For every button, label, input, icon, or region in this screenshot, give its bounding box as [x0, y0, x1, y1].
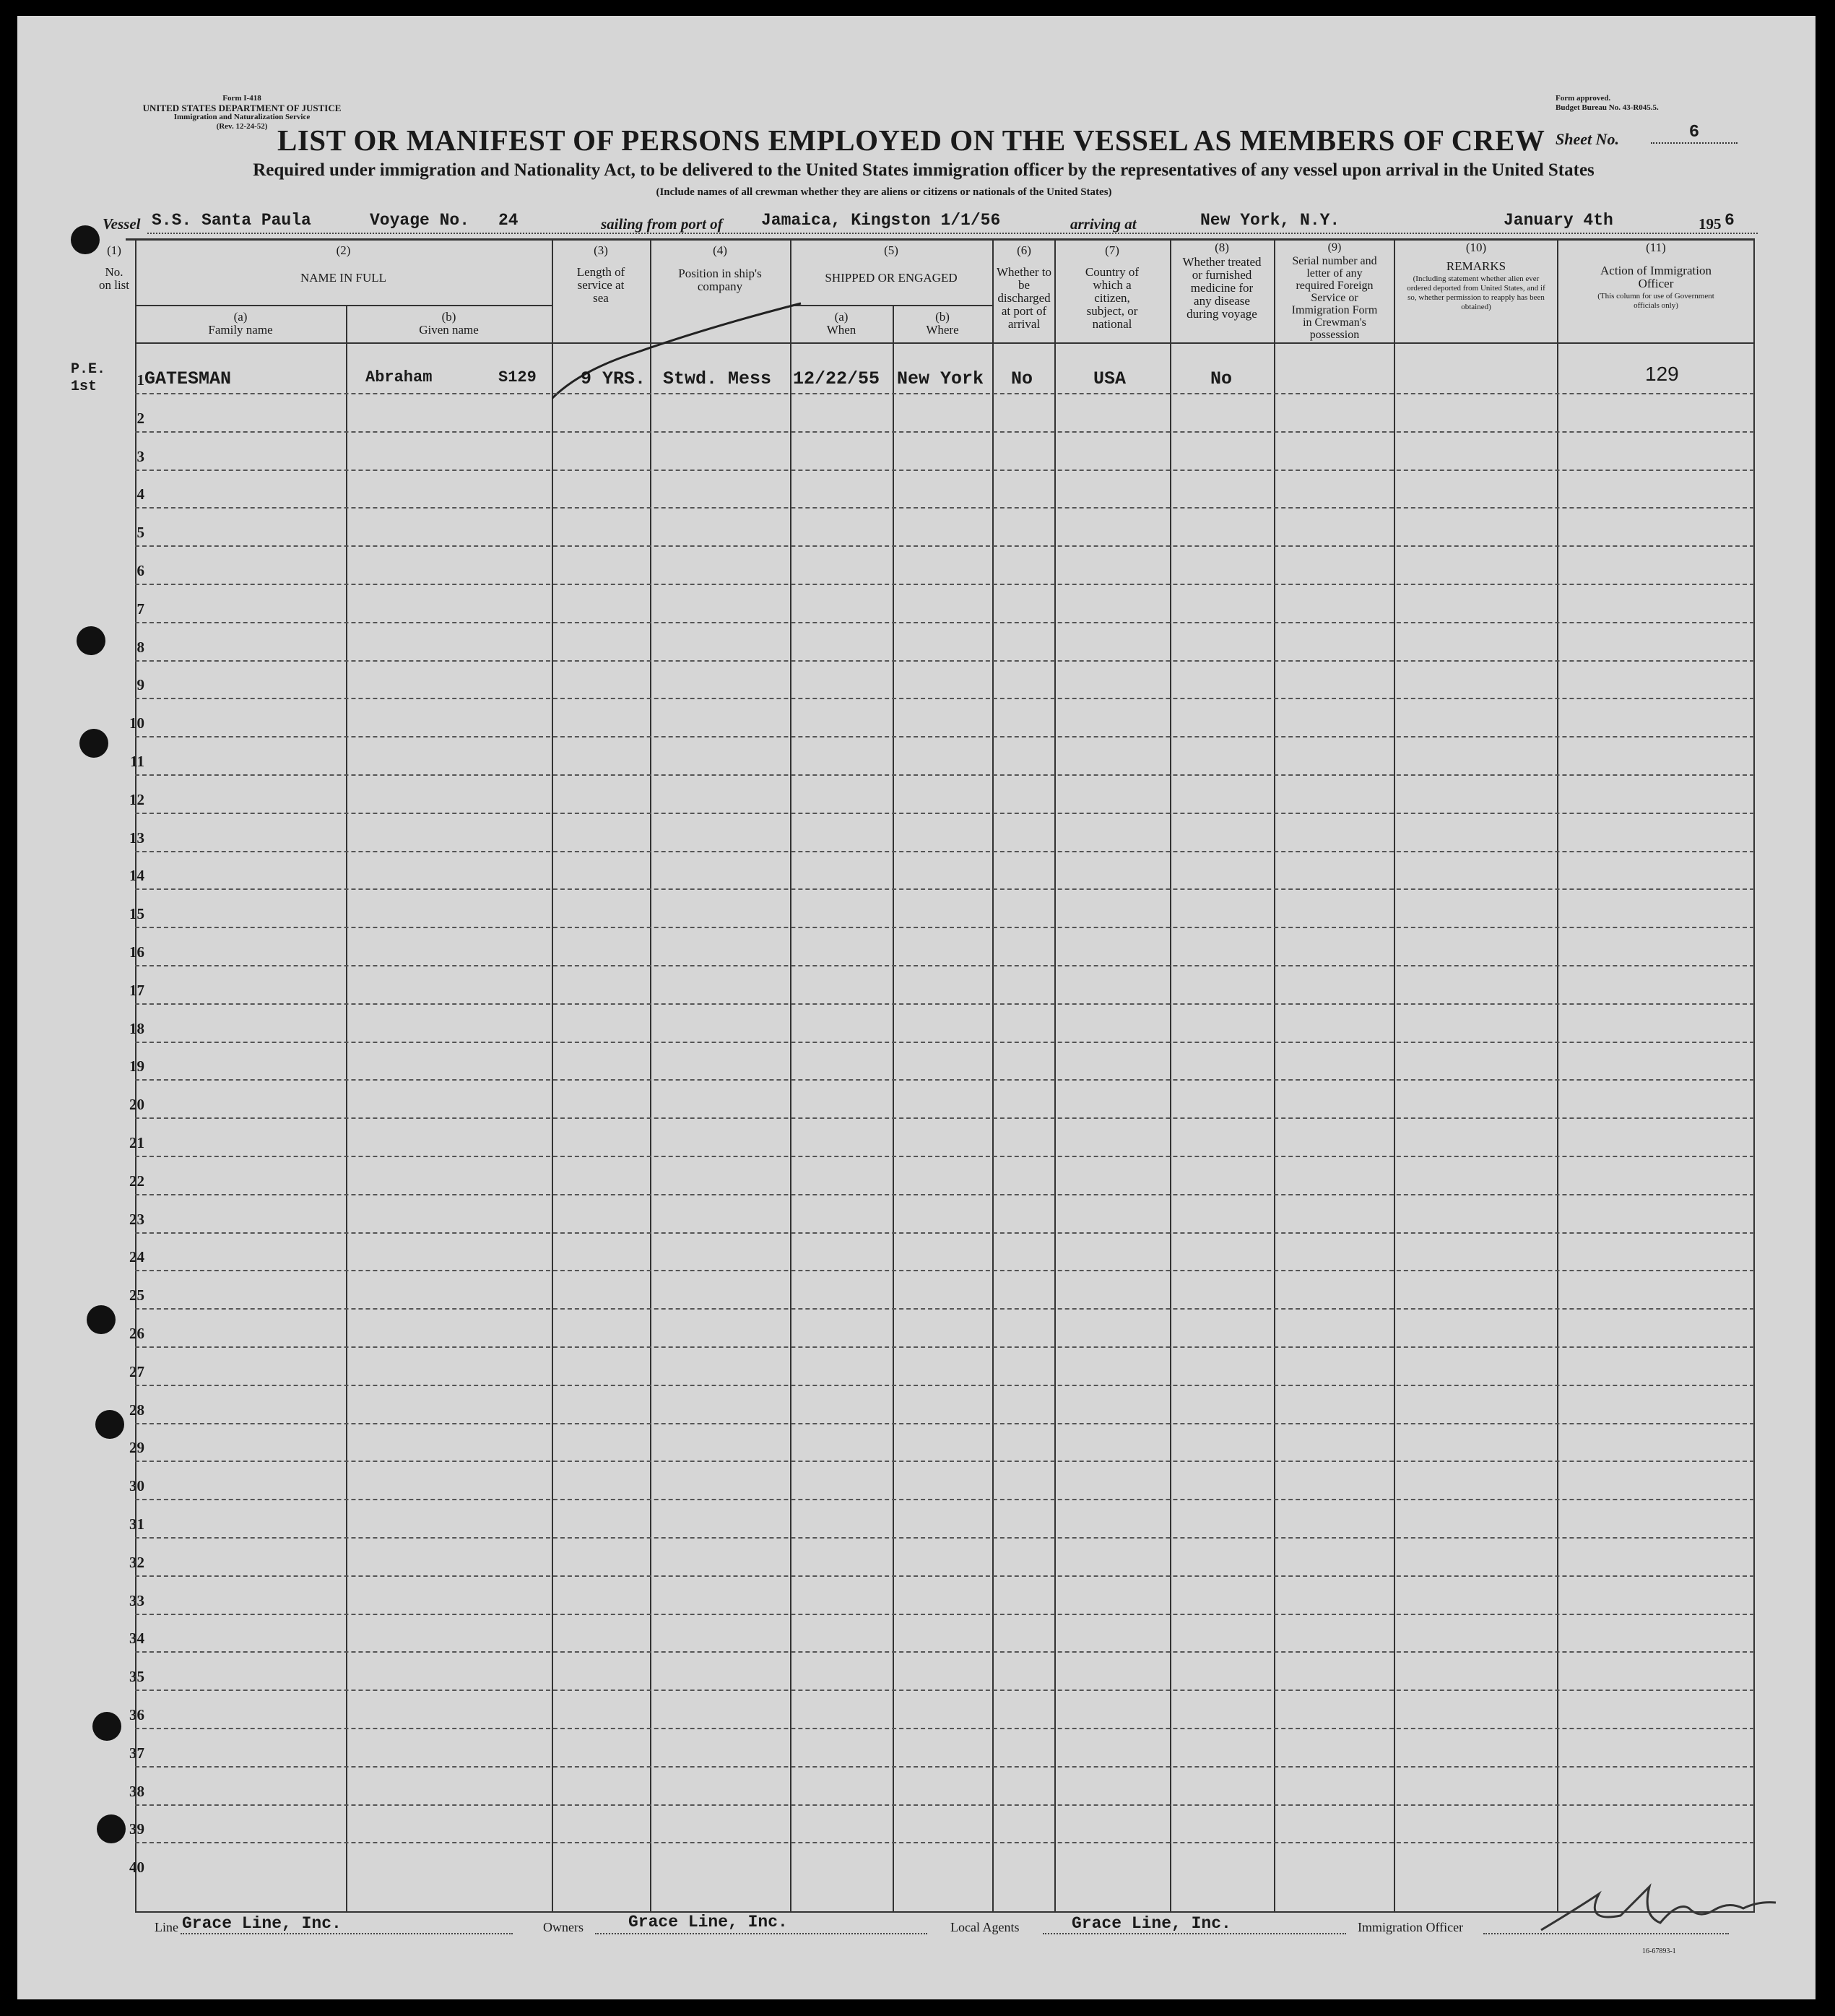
row-line: [135, 774, 1754, 776]
row-number: 29: [129, 1439, 144, 1456]
agents-label: Local Agents: [950, 1920, 1020, 1934]
row-line: [135, 1842, 1754, 1843]
owners-name: Grace Line, Inc.: [628, 1913, 788, 1931]
col5b-number: (b): [935, 310, 950, 324]
row-line: [135, 1461, 1754, 1462]
row-number: 24: [129, 1248, 144, 1266]
col7-label: Country of which a citizen, subject, or national: [1085, 265, 1140, 331]
row-number: 31: [129, 1515, 144, 1533]
row-number: 10: [129, 714, 144, 732]
row-line: [135, 1728, 1754, 1729]
row-line: [135, 1117, 1754, 1119]
manifest-sheet: [17, 16, 1816, 1999]
service-name: Immigration and Naturalization Service: [173, 113, 311, 121]
line-name: Grace Line, Inc.: [182, 1914, 342, 1933]
col5-header: [790, 244, 992, 285]
row-number: 12: [129, 791, 144, 808]
col4-label: Position in ship's company: [678, 267, 762, 293]
row-line: [135, 1232, 1754, 1234]
vessel-label: Vessel: [103, 215, 141, 233]
voyage-underline: [147, 233, 1758, 234]
budget-bureau-text: Budget Bureau No. 43-R045.5.: [1556, 103, 1659, 112]
arriving-at: New York, N.Y.: [1200, 211, 1340, 230]
col8-label: Whether treated or furnished medicine for any disease during voyage: [1182, 255, 1262, 321]
form-subtitle: Required under immigration and Nationality Act, to be delivered to the United States immigration officer by the representatives of any vessel upon arrival in the United States: [253, 160, 1595, 180]
row-line: [135, 1423, 1754, 1424]
form-number: Form I-418: [222, 94, 261, 103]
row-line: [135, 1651, 1754, 1653]
cell-family-name: GATESMAN: [144, 368, 232, 389]
col10-note: (Including statement whether alien ever ordered deported from United States, and if so, whether permission to reapply has been obtained): [1407, 274, 1545, 311]
sailing-label: sailing from port of: [601, 215, 723, 233]
row-number: 26: [129, 1325, 144, 1342]
col2a-header: [135, 311, 346, 337]
sheet-number: 6: [1651, 123, 1738, 144]
cell-shipped-when: 12/22/55: [793, 368, 880, 389]
col5b-header: [893, 311, 992, 337]
row-number: 35: [129, 1668, 144, 1685]
row-number: 16: [129, 943, 144, 961]
col11-note: (This column for use of Government officials only): [1597, 292, 1714, 310]
col3-header: [556, 244, 646, 305]
col1-number: (1): [107, 243, 121, 257]
row-number: 15: [129, 905, 144, 922]
col8-number: (8): [1215, 241, 1229, 254]
col2b-header: [346, 311, 552, 337]
col11-label: Action of Immigration Officer: [1600, 264, 1712, 290]
row-line: [135, 888, 1754, 890]
punch-hole: [77, 626, 105, 655]
check-mark-icon: [552, 298, 804, 406]
cell-code: S129: [498, 368, 537, 386]
col9-number: (9): [1327, 241, 1342, 254]
print-code: 16-67893-1: [1642, 1947, 1676, 1955]
row-number: 8: [136, 639, 144, 656]
col5-number: (5): [884, 243, 898, 257]
col9-label: Serial number and letter of any required Foreign Service or Immigration Form in Crewman's possession: [1291, 255, 1378, 341]
col10-number: (10): [1465, 241, 1487, 254]
row-line: [135, 660, 1754, 662]
row-line: [135, 1575, 1754, 1577]
col5-label: SHIPPED OR ENGAGED: [825, 271, 958, 285]
row-number: 11: [130, 753, 144, 770]
row-line: [135, 927, 1754, 928]
col11-header: [1560, 241, 1752, 311]
row-line: [135, 1079, 1754, 1081]
arrival-date: January 4th: [1504, 211, 1613, 230]
col2a-label: Family name: [208, 323, 273, 337]
form-note: (Include names of all crewman whether they are aliens or citizens or nationals of the United States): [656, 186, 1112, 198]
row-number: 5: [136, 524, 144, 541]
col1-label: No. on list: [98, 265, 130, 292]
row-line: [135, 1690, 1754, 1691]
column-divider: [650, 238, 651, 1911]
col4-number: (4): [713, 243, 727, 257]
row-line: [135, 545, 1754, 547]
row-line: [135, 1270, 1754, 1271]
year-suffix: 6: [1725, 211, 1735, 230]
col5a-number: (a): [834, 310, 849, 324]
row-number: 36: [129, 1706, 144, 1723]
row-line: [135, 431, 1754, 433]
row-number: 32: [129, 1554, 144, 1571]
owners-label: Owners: [543, 1920, 584, 1934]
header-bottom-border: [135, 342, 1754, 344]
row-number: 21: [129, 1134, 144, 1151]
vessel-name: S.S. Santa Paula: [152, 211, 311, 230]
col2-label: NAME IN FULL: [300, 271, 386, 285]
column-divider: [1170, 238, 1171, 1911]
owners-underline: [595, 1933, 927, 1934]
row-number: 17: [129, 982, 144, 999]
row-line: [135, 965, 1754, 966]
footer: [17, 1908, 1816, 1966]
row-line: [135, 470, 1754, 471]
row-line: [135, 813, 1754, 814]
row-line: [135, 1537, 1754, 1539]
col6-number: (6): [1017, 243, 1031, 257]
cell-country: USA: [1093, 368, 1127, 389]
row-number: 28: [129, 1401, 144, 1419]
cell-given-name: Abraham: [365, 368, 433, 386]
line-label: Line: [155, 1920, 178, 1934]
form-title: LIST OR MANIFEST OF PERSONS EMPLOYED ON THE VESSEL AS MEMBERS OF CREW: [277, 124, 1545, 157]
row-number: 23: [129, 1211, 144, 1228]
row-number: 27: [129, 1363, 144, 1380]
col11-number: (11): [1646, 241, 1666, 254]
voyage-number: 24: [498, 211, 519, 230]
row-number: 40: [129, 1859, 144, 1876]
col6-header: [994, 244, 1054, 331]
row-line: [135, 1156, 1754, 1157]
col2-number: (2): [336, 243, 351, 257]
row-number: 25: [129, 1286, 144, 1304]
row-line: [135, 1308, 1754, 1310]
cell-shipped-where: New York: [897, 368, 984, 389]
row-line: [135, 1042, 1754, 1043]
row-number: 4: [136, 485, 144, 503]
row-number: 7: [136, 600, 144, 618]
col4-header: [654, 244, 786, 293]
column-divider: [1394, 238, 1395, 1911]
col2b-label: Given name: [419, 323, 479, 337]
line-underline: [181, 1933, 513, 1934]
table-top-border: [126, 238, 1754, 241]
department-name: UNITED STATES DEPARTMENT OF JUSTICE: [142, 103, 342, 113]
row-number: 18: [129, 1020, 144, 1037]
row-line: [135, 851, 1754, 852]
row-line: [135, 1766, 1754, 1768]
subheader-divider: [790, 305, 992, 306]
col6-label: Whether to be discharged at port of arrival: [997, 265, 1051, 331]
year-prefix: 195: [1699, 215, 1722, 233]
agents-name: Grace Line, Inc.: [1072, 1914, 1231, 1933]
agents-underline: [1043, 1933, 1346, 1934]
col1-header: [92, 244, 136, 292]
row-line: [135, 507, 1754, 509]
row-number: 39: [129, 1820, 144, 1838]
cell-medicine: No: [1210, 368, 1233, 389]
column-divider: [992, 238, 994, 1911]
voyage-line: [103, 211, 1764, 235]
subheader-divider: [135, 305, 552, 306]
col5a-label: When: [826, 323, 856, 337]
row-line: [135, 1346, 1754, 1348]
row-number: 34: [129, 1630, 144, 1647]
row-number: 30: [129, 1477, 144, 1494]
cell-position: Stwd. Mess: [663, 368, 772, 389]
row-line: [135, 584, 1754, 585]
col2-header: [135, 244, 552, 285]
margin-note: P.E. 1st: [71, 361, 106, 395]
col5a-header: [790, 311, 893, 337]
arriving-label: arriving at: [1070, 215, 1137, 233]
sheet-label: Sheet No.: [1556, 130, 1619, 148]
col9-header: [1277, 241, 1392, 341]
cell-service-length: 9 YRS.: [581, 368, 646, 389]
form-revision: (Rev. 12-24-52): [216, 122, 268, 131]
row-line: [135, 1499, 1754, 1500]
col3-label: Length of service at sea: [576, 265, 625, 305]
row-line: [135, 1385, 1754, 1386]
approval-block: [1556, 94, 1758, 113]
row-line: [135, 622, 1754, 623]
cell-action: 129: [1645, 363, 1679, 385]
row-line: [135, 698, 1754, 699]
column-divider: [790, 238, 791, 1911]
row-number: 6: [136, 562, 144, 579]
column-divider: [1557, 238, 1558, 1911]
column-divider: [1274, 238, 1275, 1911]
row-number: 14: [129, 867, 144, 884]
column-divider: [552, 238, 553, 1911]
row-line: [135, 1194, 1754, 1195]
row-number: 19: [129, 1057, 144, 1075]
row-number: 22: [129, 1172, 144, 1190]
row-number: 1: [136, 371, 144, 389]
row-line: [135, 393, 1754, 394]
col10-header: [1397, 241, 1556, 312]
col7-number: (7): [1105, 243, 1119, 257]
row-number: 33: [129, 1592, 144, 1609]
row-line: [135, 1003, 1754, 1005]
col5b-label: Where: [926, 323, 959, 337]
col10-label: REMARKS: [1446, 259, 1506, 273]
row-line: [135, 1804, 1754, 1806]
row-number: 38: [129, 1783, 144, 1800]
row-number: 3: [136, 448, 144, 465]
row-number: 9: [136, 676, 144, 693]
col8-header: [1173, 241, 1271, 321]
officer-label: Immigration Officer: [1358, 1920, 1464, 1934]
approval-text: Form approved.: [1556, 94, 1611, 103]
row-number: 20: [129, 1096, 144, 1113]
row-number: 2: [136, 410, 144, 427]
column-divider: [1753, 238, 1755, 1913]
col2b-number: (b): [441, 310, 456, 324]
col7-header: [1059, 244, 1166, 331]
row-number: 37: [129, 1744, 144, 1762]
officer-signature: [1534, 1879, 1779, 1937]
sailing-from: Jamaica, Kingston 1/1/56: [761, 211, 1001, 230]
col2a-number: (a): [233, 310, 248, 324]
column-divider: [1054, 238, 1056, 1911]
voyage-label: Voyage No.: [370, 211, 470, 230]
row-number: 13: [129, 829, 144, 847]
col3-number: (3): [594, 243, 608, 257]
row-line: [135, 736, 1754, 737]
cell-discharged: No: [1011, 368, 1033, 389]
row-line: [135, 1614, 1754, 1615]
